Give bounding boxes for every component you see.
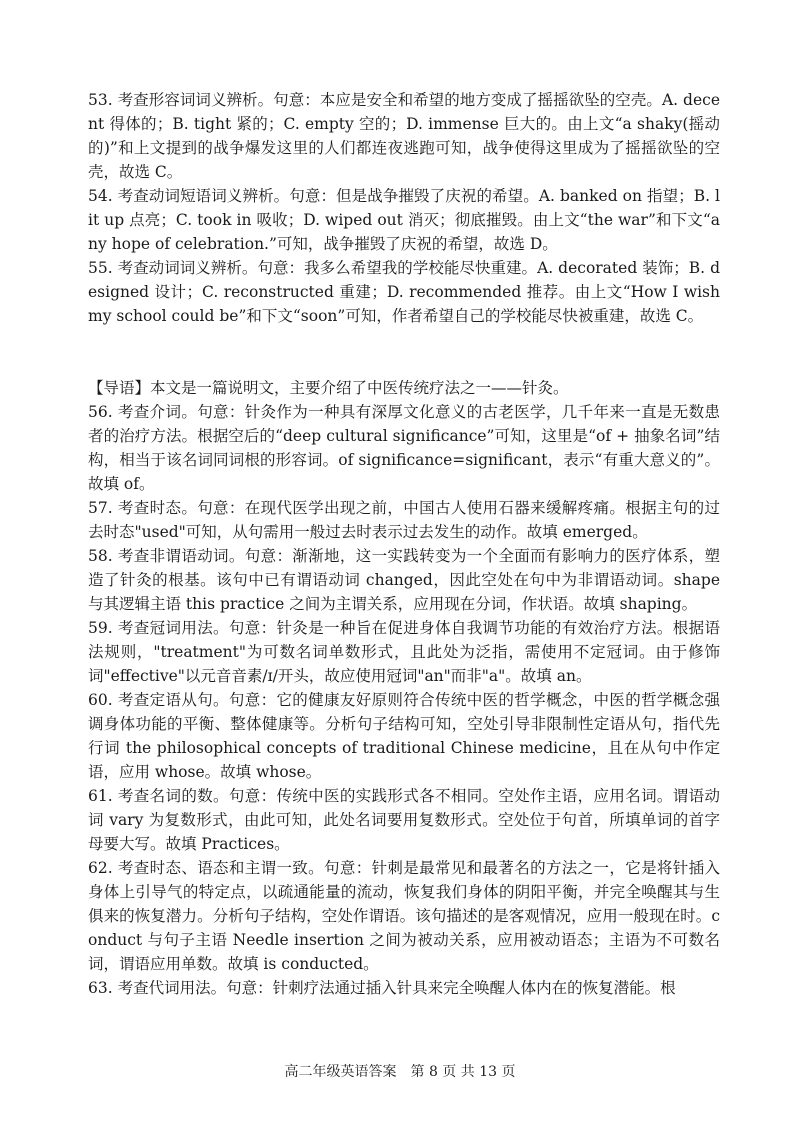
answers-block-2 [88, 376, 720, 1000]
answer-58: 58. 考查非谓语动词。句意：渐渐地，这一实践转变为一个全面而有影响力的医疗体系，塑造了针灸的根基。该句中已有谓语动词 changed，因此空处在句中为非谓语动词。shape 与其逻辑主语 this practice 之间为主谓关系，应用现在分词，作状语。故填 shaping。 [88, 547, 720, 613]
answer-62: 62. 考查时态、语态和主谓一致。句意：针刺是最常见和最著名的方法之一，它是将针插入身体上引导气的特定点，以疏通能量的流动，恢复我们身体的阴阳平衡，并完全唤醒其与生俱来的恢复潜力。分析句子结构，空处作谓语。该句描述的是客观情况，应用一般现在时。conduct 与句子主语 Needle insertion 之间为被动关系，应用被动语态；主语为不可数名词，谓语应用单数。故填 is conducted。 [88, 859, 720, 973]
answer-57: 57. 考查时态。句意：在现代医学出现之前，中国古人使用石器来缓解疼痛。根据主句的过去时态"used"可知，从句需用一般过去时表示过去发生的动作。故填 emerged。 [88, 499, 720, 541]
answer-63: 63. 考查代词用法。句意：针刺疗法通过插入针具来完全唤醒人体内在的恢复潜能。根 [88, 979, 676, 997]
passage-intro: 【导语】本文是一篇说明文，主要介绍了中医传统疗法之一——针灸。 [88, 379, 569, 397]
section-gap [88, 328, 720, 376]
answer-54: 54. 考查动词短语词义辨析。句意：但是战争摧毁了庆祝的希望。A. banked on 指望；B. lit up 点亮；C. took in 吸收；D. wiped out 消灭；彻底摧毁。由上文“the war”和下文“any hope of celebration.”可知，战争摧毁了庆祝的希望，故选 D。 [88, 187, 720, 253]
answer-56: 56. 考查介词。句意：针灸作为一种具有深厚文化意义的古老医学，几千年来一直是无数患者的治疗方法。根据空后的“deep cultural significance”可知，这里是“of + 抽象名词”结构，相当于该名词同词根的形容词。of significance=significant，表示“有重大意义的”。故填 of。 [88, 403, 720, 493]
answer-59: 59. 考查冠词用法。句意：针灸是一种旨在促进身体自我调节功能的有效治疗方法。根据语法规则，"treatment"为可数名词单数形式，且此处为泛指，需使用不定冠词。由于修饰词"effective"以元音音素/ɪ/开头，故应使用冠词"an"而非"a"。故填 an。 [88, 619, 720, 685]
answer-61: 61. 考查名词的数。句意：传统中医的实践形式各不相同。空处作主语，应用名词。谓语动词 vary 为复数形式，由此可知，此处名词要用复数形式。空处位于句首，所填单词的首字母要大写。故填 Practices。 [88, 787, 720, 853]
answer-55: 55. 考查动词词义辨析。句意：我多么希望我的学校能尽快重建。A. decorated 装饰；B. designed 设计；C. reconstructed 重建；D. recommended 推荐。由上文“How I wish my school could be”和下文“soon”可知，作者希望自己的学校能尽快被重建，故选 C。 [88, 259, 720, 325]
answer-53: 53. 考查形容词词义辨析。句意：本应是安全和希望的地方变成了摇摇欲坠的空壳。A. decent 得体的；B. tight 紧的；C. empty 空的；D. immense 巨大的。由上文“a shaky(摇动的)”和上文提到的战争爆发这里的人们都连夜逃跑可知，战争使得这里成为了摇摇欲坠的空壳，故选 C。 [88, 91, 720, 181]
answers-block-1 [88, 88, 720, 328]
answer-60: 60. 考查定语从句。句意：它的健康友好原则符合传统中医的哲学概念，中医的哲学概念强调身体功能的平衡、整体健康等。分析句子结构可知，空处引导非限制性定语从句，指代先行词 the philosophical concepts of traditional Chinese medicine，且在从句中作定语，应用 whose。故填 whose。 [88, 691, 720, 781]
answer-page [88, 88, 720, 1000]
page-footer: 高二年级英语答案 第 8 页 共 13 页 [284, 1064, 516, 1080]
